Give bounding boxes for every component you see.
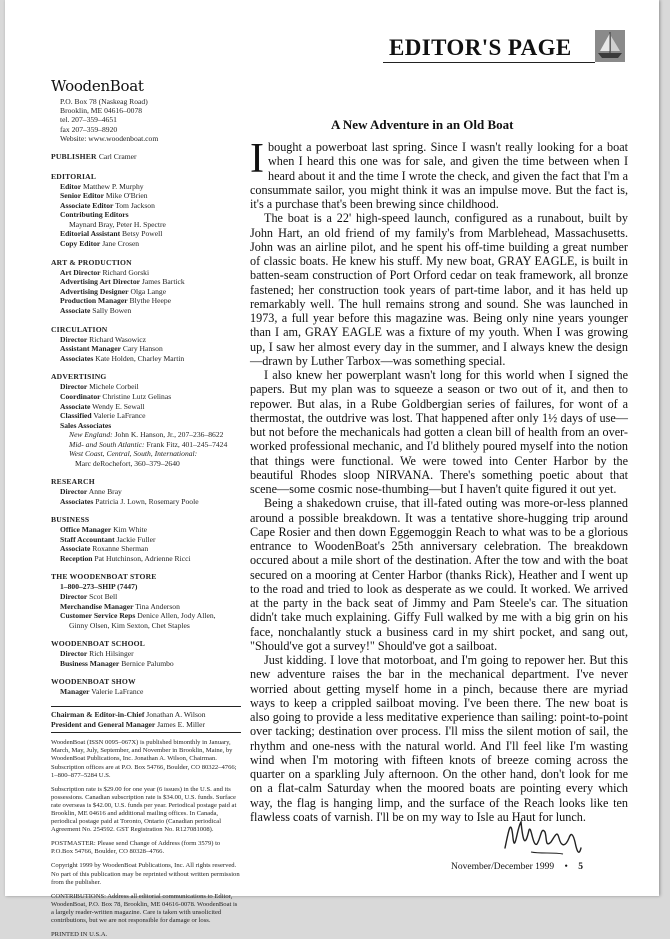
staff-role: Customer Service Reps — [60, 611, 136, 621]
staff-role: Senior Editor — [60, 191, 104, 201]
staff-role: Art Director — [60, 267, 101, 277]
drop-cap: I — [250, 136, 264, 182]
chairman-role: Chairman & Editor-in-Chief — [51, 710, 145, 720]
staff-role: Associate Editor — [60, 200, 114, 210]
staff-name: Frank Fitz, 401–245–7424 — [146, 439, 228, 449]
staff-role: Advertising Art Director — [60, 277, 140, 287]
masthead-section — [51, 677, 241, 697]
staff-role: Mid- and South Atlantic: — [69, 439, 145, 449]
staff-row — [51, 487, 241, 497]
staff-name: Betsy Powell — [122, 229, 163, 239]
page-number: 5 — [578, 862, 583, 872]
masthead-section — [51, 325, 241, 364]
staff-row — [51, 687, 241, 697]
staff-row — [51, 440, 241, 449]
chairman-name: Jonathan A. Wilson — [146, 710, 206, 720]
staff-row — [51, 411, 241, 421]
staff-name: Matthew P. Murphy — [83, 181, 144, 191]
staff-name: Mike O'Brien — [105, 191, 148, 201]
staff-row — [51, 210, 241, 220]
fine-print-paragraph: WoodenBoat (ISSN 0095–067X) is published bimonthly in January, March, May, July, September, and November in Brooklin, Maine, by WoodenBoat Publications, Inc. Jonathan A. Wilson, Chairman. Subscription offices are at P.O. Box 54766, Boulder, CO 80322–4766; 1–800–877–5284 U.S. — [51, 739, 237, 779]
president-name: James E. Miller — [157, 719, 206, 729]
staff-row — [51, 239, 241, 249]
masthead-logo: WoodenBoat — [51, 77, 144, 95]
staff-name: Anne Bray — [88, 486, 122, 496]
staff-role: Contributing Editors — [60, 210, 129, 220]
president-line — [51, 720, 241, 730]
section-heading: WOODENBOAT SHOW — [51, 677, 136, 687]
staff-name: Sally Bowen — [92, 305, 132, 315]
staff-name: John K. Hanson, Jr., 207–236–8622 — [114, 430, 224, 440]
staff-name: Bernice Palumbo — [121, 658, 174, 668]
masthead-section — [51, 477, 241, 506]
article-title: A New Adventure in an Old Boat — [331, 117, 514, 132]
fine-print-paragraph: Subscription rate is $29.00 for one year (6 issues) in the U.S. and its possessions. Canadian subscription rate is $34.00, U.S. funds. Surface rate overseas is $42.00, U.S. funds per year. Periodical postage paid at Brooklin, ME 04616 and additional mailing offices. In Canada, periodical postage paid at Toronto, Ontario (Canadian periodical Agreement No. 254592. GST Registration No. R127081008). — [51, 785, 237, 834]
staff-role: Staff Accountant — [60, 534, 115, 544]
staff-name: Blythe Heepe — [129, 296, 172, 306]
article-paragraph: I also knew her powerplant wasn't long for this world when I signed the papers. But my plan was to squeeze a season or two out of it, and then to repower. But alas, in a Rube Goldbergian series of failures, for wont of a thermostat, the outdrive was lost. That happened after only 1½ days of use—but not before the mechanicals had gotten a clean bill of health from an over-worked professional mechanic, and I'd blithely poured myself into the notion that things were functional. We were towed into Center Harbor by the beautiful Rhodes sloop NIRVANA. There's something poetic about that scene—some cosmic nose-thumbing—but I haven't quite figured it out yet. — [250, 368, 628, 496]
sailboat-icon — [595, 30, 625, 62]
staff-name: Rich Hilsinger — [89, 649, 134, 659]
staff-name: Olga Lange — [130, 286, 167, 296]
fine-print-paragraph: POSTMASTER: Please send Change of Address (form 3579) to P.O.Box 54766, Boulder, CO 80328–4766. — [51, 840, 221, 856]
staff-name: Valerie LaFrance — [93, 411, 146, 421]
staff-name: Richard Wasowicz — [89, 334, 146, 344]
masthead-section — [51, 639, 241, 668]
staff-row — [51, 268, 241, 278]
staff-row — [51, 344, 241, 354]
fine-print-paragraph: Copyright 1999 by WoodenBoat Publications, Inc. All rights reserved. No part of this publication may be reprinted without written permission from the publisher. — [51, 862, 240, 886]
masthead-address — [51, 97, 241, 143]
staff-role: Associate — [60, 305, 91, 315]
staff-role: Associates — [60, 496, 94, 506]
staff-role: Editor — [60, 181, 82, 191]
staff-name: Tom Jackson — [115, 200, 155, 210]
staff-row — [51, 421, 241, 431]
masthead-section — [51, 515, 241, 563]
staff-role: West Coast, Central, South, International: — [69, 449, 198, 459]
chairman-line — [51, 710, 241, 720]
staff-role: Merchandise Manager — [60, 601, 134, 611]
staff-row — [51, 535, 241, 545]
staff-role: Director — [60, 382, 88, 392]
staff-name: Michele Corbeil — [89, 382, 139, 392]
staff-row — [51, 182, 241, 192]
staff-row — [51, 287, 241, 297]
masthead — [51, 77, 241, 939]
signature-icon — [501, 808, 585, 868]
staff-role: Classified — [60, 411, 92, 421]
masthead-section — [51, 258, 241, 316]
staff-row — [51, 382, 241, 392]
masthead-rule-bottom — [51, 732, 241, 733]
staff-role: Office Manager — [60, 525, 112, 535]
staff-name: Jane Crosen — [102, 238, 140, 248]
staff-role: Advertising Designer — [60, 286, 129, 296]
masthead-section — [51, 572, 241, 630]
masthead-section — [51, 172, 241, 249]
issue-date: November/December 1999 — [451, 862, 555, 872]
staff-row — [51, 201, 241, 211]
article-body — [250, 136, 628, 824]
staff-row — [51, 649, 241, 659]
staff-row — [51, 592, 241, 602]
staff-role: Business Manager — [60, 658, 120, 668]
section-heading: WOODENBOAT SCHOOL — [51, 639, 146, 649]
article-paragraph: Being a shakedown cruise, that ill-fated outing was more-or-less planned around a possible breakdown. It was a tentative shore-hugging trip around Cape Rosier and then down Eggemoggin Reach to what was to be a glorious entrance to WoodenBoat's 25th anniversary celebration. The breakdown occured about a mile short of the destination. After the tow and with the boat secured on a mooring at Center Harbor (thanks Rick), Heather and I went up to the road and tried to look as desperate as we could. It worked. We arrived at the party in the back seat of Jimmy and Pam Steele's car. The situation didn't take much explaining. Giffy Full walked by me with a big grin on his face, nonchalantly stuck a business card in my shirt pocket, and sang out, "Should've got a survey!" Should've got a sailboat. — [250, 496, 628, 653]
staff-name: Ginny Olsen, Kim Sexton, Chet Staples — [69, 620, 190, 630]
footer-separator: • — [564, 862, 568, 872]
page-footer — [451, 862, 583, 872]
section-heading: EDITORIAL — [51, 171, 97, 181]
staff-role: 1–800–273–SHIP (7447) — [60, 582, 138, 592]
staff-row — [51, 525, 241, 535]
staff-role: Director — [60, 592, 88, 602]
staff-role: Editorial Assistant — [60, 229, 121, 239]
staff-name: Cary Hanson — [122, 344, 163, 354]
staff-role: New England: — [69, 430, 113, 440]
section-heading: ART & PRODUCTION — [51, 257, 132, 267]
staff-role: Associates — [60, 353, 94, 363]
staff-row — [51, 229, 241, 239]
fine-print-paragraph: PRINTED IN U.S.A. — [51, 931, 108, 939]
section-heading: THE WOODENBOAT STORE — [51, 572, 157, 582]
header-rule — [383, 62, 595, 63]
article-paragraph — [250, 136, 628, 211]
staff-row — [51, 582, 241, 592]
staff-row — [51, 392, 241, 402]
fine-print — [51, 739, 241, 939]
section-heading: ADVERTISING — [51, 372, 107, 382]
staff-row — [51, 354, 241, 364]
staff-name: Pat Hutchinson, Adrienne Ricci — [94, 553, 191, 563]
staff-row — [51, 335, 241, 345]
staff-name: Denice Allen, Jody Allen, — [137, 611, 216, 621]
publisher-role: PUBLISHER — [51, 152, 97, 162]
staff-row — [51, 611, 241, 621]
staff-name: Wendy E. Sewall — [92, 401, 145, 411]
masthead-sections — [51, 172, 241, 697]
staff-role: Associate — [60, 401, 91, 411]
staff-name: Christine Lutz Gelinas — [102, 391, 172, 401]
staff-role: Director — [60, 649, 88, 659]
staff-name: Roxanne Sherman — [92, 544, 149, 554]
section-heading: CIRCULATION — [51, 324, 108, 334]
masthead-rule-top — [51, 706, 241, 707]
staff-name: Scot Bell — [89, 592, 118, 602]
staff-row — [51, 306, 241, 316]
paragraph-text: bought a powerboat last spring. Since I wasn't really looking for a boat when I heard this one was for sale, and given the time between when I heard about it and the time I wrote the check, and given the fact that I'm a consummate sailor, you might think it was an impulse move. But the fact is, it's a purchase that's been brewing since childhood. — [250, 140, 628, 211]
staff-row — [51, 659, 241, 669]
staff-role: Sales Associates — [60, 420, 112, 430]
staff-row — [51, 554, 241, 564]
address-line: fax 207–359–8920 — [60, 124, 118, 134]
staff-row — [51, 459, 241, 468]
staff-row — [51, 220, 241, 229]
staff-row — [51, 544, 241, 554]
fine-print-paragraph: CONTRIBUTIONS: Address all editorial communications to Editor, WoodenBoat, P.O. Box 78, Brooklin, ME 04616-0078. WoodenBoat is a largely reader-written magazine. Care is taken with unsolicited contributions, but we are not responsible for damage or loss. — [51, 892, 238, 925]
staff-role: Production Manager — [60, 296, 128, 306]
staff-role: Coordinator — [60, 391, 101, 401]
masthead-section — [51, 372, 241, 468]
staff-row — [51, 449, 241, 458]
staff-row — [51, 402, 241, 412]
section-heading: RESEARCH — [51, 476, 95, 486]
staff-name: Tina Anderson — [135, 601, 180, 611]
publisher-name: Carl Cramer — [98, 152, 137, 162]
article-paragraph: The boat is a 22' high-speed launch, configured as a runabout, built by John Hart, an old friend of my family's from Marblehead, Massachusetts. John was an airline pilot, and he spent his off-time building a great number of classic boats. He knew his stuff. My new boat, GRAY EAGLE, is built in batten-seam construction of Port Orford cedar on teak framework, all bronze fastened; her construction took years of part-time labor, and it has held up remarkably well. The hull remains strong and sound. She was launched in 1973, a full year before this magazine was. Being only nine years younger than I am, GRAY EAGLE was a fixture of my youth. When I was growing up, I saw her almost every day in the summer, and I always knew the design—drawn by Luther Tarbox—was something special. — [250, 211, 628, 368]
staff-row — [51, 430, 241, 439]
staff-row — [51, 191, 241, 201]
staff-role: Associate — [60, 544, 91, 554]
publisher-line — [51, 151, 241, 163]
staff-name: Richard Gorski — [102, 267, 150, 277]
staff-row — [51, 621, 241, 630]
article-paragraph: Just kidding. I love that motorboat, and I'm going to repower her. But this new adventure raises the bar in the mechanical department. I've never worried about getting myself home in a pinch, because there are myriad ways to keep a crippled sailboat moving. I've been there. The new boat is also going to provide a less meditative experience than sailing: point-to-point over tacking; destination over process. I'll miss the silent motion of sail, the rhythm and one-ness with the natural world. And I'll feel like I'm wasting wind when I'm motoring with fifteen knots of breeze coming across the quarter on a sparkling July afternoon. On the other hand, don't look for me on a flat-calm Saturday when the moored boats are pointing every which way, the flag is hanging limp, and the surface of the Reach looks like ten flawless coats of varnish. I'll be on my way to Isle au Haut for lunch. — [250, 653, 628, 824]
staff-row — [51, 277, 241, 287]
address-line: Website: www.woodenboat.com — [60, 133, 159, 143]
staff-name: James Bartick — [141, 277, 185, 287]
section-heading: BUSINESS — [51, 515, 90, 525]
staff-role: Director — [60, 334, 88, 344]
staff-role: Manager — [60, 687, 90, 697]
staff-role: Reception — [60, 553, 93, 563]
staff-row — [51, 296, 241, 306]
staff-row — [51, 602, 241, 612]
staff-name: Valerie LaFrance — [91, 687, 144, 697]
staff-name: Patricia J. Lown, Rosemary Poole — [95, 496, 199, 506]
staff-name: Kim White — [113, 525, 147, 535]
staff-name: Marc deRochefort, 360–379–2640 — [75, 458, 180, 468]
staff-name: Kate Holden, Charley Martin — [95, 353, 185, 363]
address-line: tel. 207–359–4651 — [60, 115, 117, 125]
address-line: Brooklin, ME 04616–0078 — [60, 106, 143, 116]
president-role: President and General Manager — [51, 719, 156, 729]
address-line: P.O. Box 78 (Naskeag Road) — [60, 97, 148, 106]
staff-role: Assistant Manager — [60, 344, 121, 354]
staff-role: Director — [60, 486, 88, 496]
staff-name: Maynard Bray, Peter H. Spectre — [69, 219, 166, 229]
staff-role: Copy Editor — [60, 238, 101, 248]
staff-name: Jackie Fuller — [116, 534, 156, 544]
page-header-title: EDITOR'S PAGE — [389, 35, 572, 60]
staff-row — [51, 497, 241, 507]
magazine-page — [5, 0, 659, 939]
